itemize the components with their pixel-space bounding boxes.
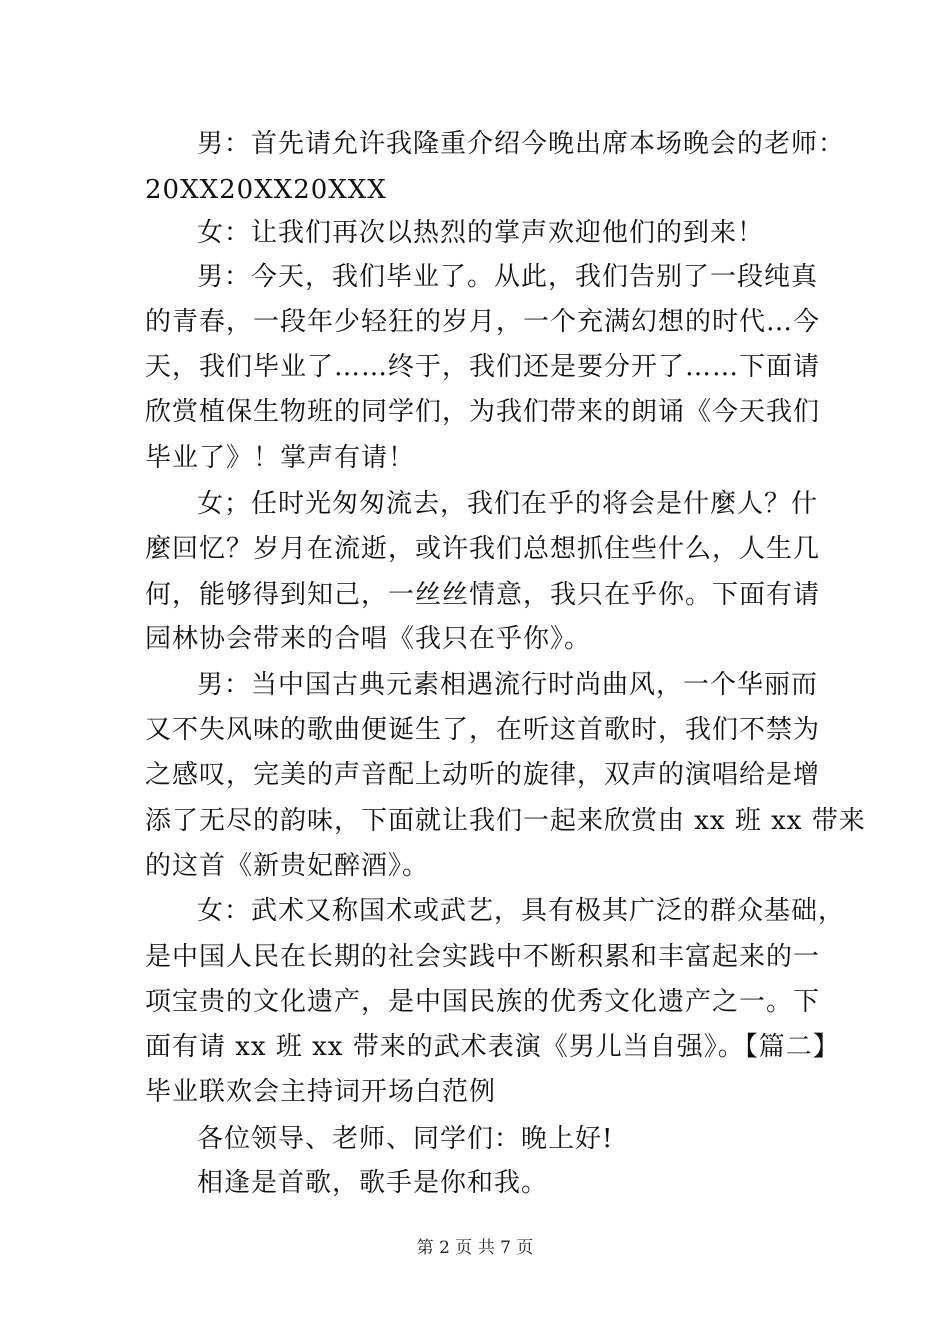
text-line: 又不失风味的歌曲便诞生了，在听这首歌时，我们不禁为 xyxy=(145,715,821,745)
text-line: 毕业了》！掌声有请！ xyxy=(145,443,416,473)
text-line: 毕业联欢会主持词开场白范例 xyxy=(145,1077,497,1107)
text-line: 欣赏植保生物班的同学们，为我们带来的朗诵《今天我们 xyxy=(145,397,821,427)
text-line: 何，能够得到知己，一丝丝情意，我只在乎你。下面有请 xyxy=(145,580,821,610)
text-line: 男：今天，我们毕业了。从此，我们告别了一段纯真 xyxy=(197,262,819,292)
text-line: 男：首先请允许我隆重介绍今晚出席本场晚会的老师： xyxy=(197,129,846,159)
text-line: 各位领导、老师、同学们：晚上好! xyxy=(197,1124,614,1154)
text-line: 女：武术又称国术或武艺，具有极其广泛的群众基础， xyxy=(197,896,846,926)
text-line: 之感叹，完美的声音配上动听的旋律，双声的演唱给是增 xyxy=(145,760,821,790)
text-line: 女；任时光匆匆流去，我们在乎的将会是什麼人？什 xyxy=(197,489,819,519)
text-line: 男：当中国古典元素相遇流行时尚曲风，一个华丽而 xyxy=(197,670,819,700)
text-line: 园林协会带来的合唱《我只在乎你》。 xyxy=(145,624,592,654)
text-line: 的青春，一段年少轻狂的岁月，一个充满幻想的时代…今 xyxy=(145,307,821,337)
text-line: 相逢是首歌，歌手是你和我。 xyxy=(197,1168,549,1198)
text-line: 麼回忆？岁月在流逝，或许我们总想抓住些什么，人生几 xyxy=(145,534,821,564)
text-line: 是中国人民在长期的社会实践中不断积累和丰富起来的一 xyxy=(145,942,821,972)
text-line: 添了无尽的韵味，下面就让我们一起来欣赏由 xx 班 xx 带来 xyxy=(145,806,866,836)
page-footer: 第 2 页 共 7 页 xyxy=(416,1238,534,1258)
text-line: 的这首《新贵妃醉酒》。 xyxy=(145,851,430,881)
text-line: 项宝贵的文化遗产，是中国民族的优秀文化遗产之一。下 xyxy=(145,987,821,1017)
text-line: 20XX20XX20XXX xyxy=(145,175,387,205)
text-line: 女：让我们再次以热烈的掌声欢迎他们的到来！ xyxy=(197,218,765,248)
text-line: 面有请 xx 班 xx 带来的武术表演《男儿当自强》。【篇二】 xyxy=(145,1032,840,1062)
text-line: 天，我们毕业了……终于，我们还是要分开了……下面请 xyxy=(145,352,821,382)
